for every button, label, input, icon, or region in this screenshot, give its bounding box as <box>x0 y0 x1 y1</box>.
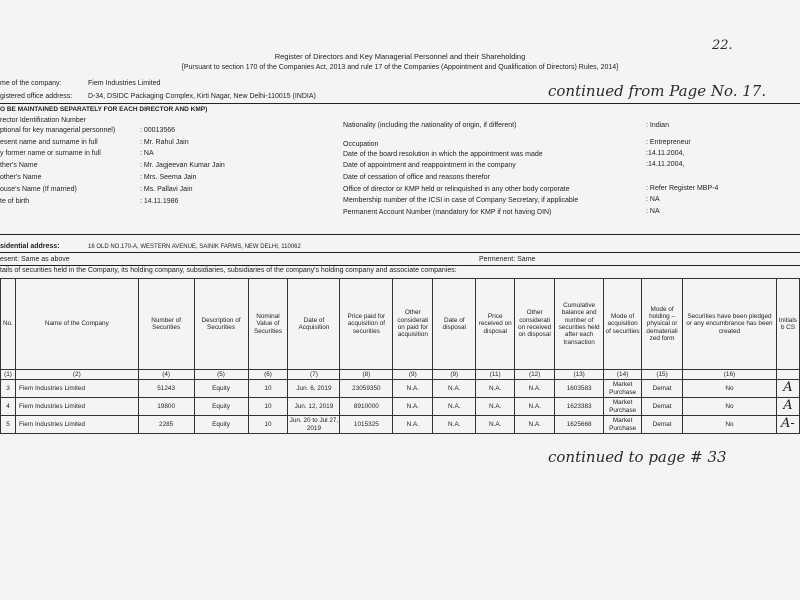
column-number: (4) <box>138 370 194 380</box>
divider-present <box>0 265 800 266</box>
present-address: esent: Same as above <box>0 256 70 263</box>
register-subtitle: [Pursuant to section 170 of the Companies Act, 2013 and rule 17 of the Companies (Appointment and Qualification of Directors) Rules, 2014] <box>181 64 619 71</box>
header-cell: Securities have been pledged or any encumbrance has been created <box>683 279 777 370</box>
cell-other-received: N.A. <box>515 416 555 434</box>
cell-initials: A- <box>776 416 799 434</box>
column-number <box>776 370 799 380</box>
page-number-mark: 22. <box>712 38 733 53</box>
cell-no: 4 <box>1 398 16 416</box>
field-label: rector Identification Number <box>0 117 86 124</box>
cell-price-received: N.A. <box>476 416 515 434</box>
field-label: Membership number of the ICSI in case of Company Secretary, if applicable <box>343 197 579 204</box>
field-label: te of birth <box>0 198 30 205</box>
field-value: : Mr. Jagjeevan Kumar Jain <box>140 162 225 169</box>
cell-number-securities: 2285 <box>138 416 194 434</box>
cell-description: Equity <box>194 380 248 398</box>
field-label: Permanent Account Number (mandatory for KMP if not having DIN) <box>343 209 552 216</box>
cell-price-received: N.A. <box>476 398 515 416</box>
column-number: (9) <box>433 370 476 380</box>
header-cell: Description of Securities <box>194 279 248 370</box>
cell-date-acquisition: Jun. 20 to Jul 27, 2019 <box>289 417 339 432</box>
field-label: Office of director or KMP held or relinquished in any other body corporate <box>343 186 570 193</box>
permanent-address: Permenent: Same <box>479 256 536 263</box>
cell-number-securities: 51243 <box>138 380 194 398</box>
field-label: esent name and surname in full <box>0 139 98 146</box>
field-label: Date of cessation of office and reasons therefor <box>343 174 490 181</box>
field-value: : 14.11.1986 <box>140 198 179 205</box>
table-header-row <box>1 279 800 370</box>
cell-price-paid: 8910000 <box>340 398 393 416</box>
header-cell: Mode of acquisition of securities <box>604 279 642 370</box>
continued-from-note: continued from Page No. 17. <box>548 82 767 100</box>
table-row <box>1 416 800 434</box>
cell-date-acquisition: Jun. 6, 2019 <box>288 380 340 398</box>
field-value: :14.11.2004, <box>646 150 685 157</box>
cell-price-paid: 23059350 <box>340 380 393 398</box>
header-cell: Nominal Value of Securities <box>248 279 288 370</box>
cell-no: 5 <box>1 416 16 434</box>
field-value: : Indian <box>646 122 669 129</box>
column-number: (8) <box>340 370 393 380</box>
field-value: : Mrs. Seema Jain <box>140 174 197 181</box>
cell-mode-acquisition: Market Purchase <box>604 380 642 398</box>
header-cell: Number of Securities <box>138 279 194 370</box>
cell-cumulative-balance: 1625668 <box>555 416 604 434</box>
header-cell: Cumulative balance and number of securities held after each transaction <box>555 279 604 370</box>
cell-nominal-value: 10 <box>248 398 288 416</box>
field-value: : NA <box>646 208 660 215</box>
field-value: :14.11.2004, <box>646 161 685 168</box>
field-label: Occupation <box>343 141 379 148</box>
cell-initials: A <box>776 380 799 398</box>
cell-pledged: No <box>683 398 777 416</box>
column-number: (9) <box>393 370 433 380</box>
office-address-value: D-34, DSIDC Packaging Complex, Kirti Nagar, New Delhi-110015 (INDIA) <box>88 93 316 100</box>
cell-mode-holding: Demat <box>642 380 683 398</box>
cell-other-paid: N.A. <box>393 398 433 416</box>
field-value: : NA <box>140 150 154 157</box>
header-cell: No. <box>1 279 16 370</box>
cell-pledged: No <box>683 416 777 434</box>
residential-address-value: 16 OLD NO.170-A, WESTERN AVENUE, SAINIK FARMS, NEW DELHI, 110062 <box>88 244 301 250</box>
company-name-value: Fiem Industries Limited <box>88 80 161 87</box>
maintenance-note: O BE MAINTAINED SEPARATELY FOR EACH DIRECTOR AND KMP) <box>0 106 208 113</box>
header-cell: Other considerati on paid for acquisition <box>393 279 433 370</box>
cell-description: Equity <box>194 416 248 434</box>
divider-middle <box>0 234 800 235</box>
column-number: (12) <box>515 370 555 380</box>
header-cell: Date of Acquisition <box>288 279 340 370</box>
cell-company: Fiem Industries Limited <box>15 380 138 398</box>
cell-date-disposal: N.A. <box>433 398 476 416</box>
cell-other-received: N.A. <box>515 398 555 416</box>
divider-top <box>0 103 800 104</box>
column-number: (15) <box>642 370 683 380</box>
field-label: ouse's Name (If married) <box>0 186 77 193</box>
cell-number-securities: 19800 <box>138 398 194 416</box>
column-number: (14) <box>604 370 642 380</box>
cell-other-paid: N.A. <box>393 416 433 434</box>
divider-address <box>0 252 800 253</box>
cell-other-paid: N.A. <box>393 380 433 398</box>
field-label: Nationality (including the nationality of origin, if different) <box>343 122 517 129</box>
continued-to-note: continued to page # 33 <box>548 448 727 466</box>
field-value: : Ms. Pallavi Jain <box>140 186 193 193</box>
column-number: (16) <box>683 370 777 380</box>
cell-mode-holding: Demat <box>642 416 683 434</box>
cell-price-received: N.A. <box>476 380 515 398</box>
company-name-label: me of the company: <box>0 80 62 87</box>
securities-table <box>0 278 800 434</box>
cell-date-disposal: N.A. <box>433 380 476 398</box>
column-number: (1) <box>1 370 16 380</box>
field-label: other's Name <box>0 174 42 181</box>
header-cell: Date of disposal <box>433 279 476 370</box>
cell-nominal-value: 10 <box>248 416 288 434</box>
header-cell: Other considerati on received on disposal <box>515 279 555 370</box>
column-number: (11) <box>476 370 515 380</box>
cell-description: Equity <box>194 398 248 416</box>
field-label: ther's Name <box>0 162 38 169</box>
column-number-row <box>1 370 800 380</box>
field-label: Date of the board resolution in which the appointment was made <box>343 151 543 158</box>
cell-nominal-value: 10 <box>248 380 288 398</box>
column-number: (7) <box>288 370 340 380</box>
field-label: ptional for key managerial personnel) <box>0 127 116 134</box>
field-value: : Refer Register MBP-4 <box>646 185 719 192</box>
table-row <box>1 380 800 398</box>
cell-mode-acquisition: Market Purchase <box>604 398 642 416</box>
residential-address-label: sidential address: <box>0 243 60 250</box>
header-cell: Price paid for acquisition of securities <box>340 279 393 370</box>
column-number: (2) <box>15 370 138 380</box>
office-address-label: gistered office address: <box>0 93 73 100</box>
register-title: Register of Directors and Key Managerial Personnel and their Shareholding <box>274 52 526 61</box>
field-label: y former name or surname in full <box>0 150 101 157</box>
cell-mode-holding: Demat <box>642 398 683 416</box>
field-value: : Entrepreneur <box>646 139 691 146</box>
cell-initials: A <box>776 398 799 416</box>
securities-details-heading: tails of securities held in the Company, its holding company, subsidiaries, subsidiaries of the company's holding company and associate companies: <box>0 267 457 274</box>
cell-company: Fiem Industries Limited <box>15 416 138 434</box>
column-number: (13) <box>555 370 604 380</box>
cell-other-received: N.A. <box>515 380 555 398</box>
cell-company: Fiem Industries Limited <box>15 398 138 416</box>
field-label: Date of appointment and reappointment in the company <box>343 162 516 169</box>
field-value: : Mr. Rahul Jain <box>140 139 189 146</box>
field-value: : 00013566 <box>140 127 176 134</box>
table-row <box>1 398 800 416</box>
header-cell: Name of the Company <box>15 279 138 370</box>
header-cell: Initials b CS <box>776 279 799 370</box>
cell-date-disposal: N.A. <box>433 416 476 434</box>
column-number: (5) <box>194 370 248 380</box>
cell-cumulative-balance: 1603583 <box>555 380 604 398</box>
cell-no: 3 <box>1 380 16 398</box>
cell-pledged: No <box>683 380 777 398</box>
cell-date-acquisition: Jun. 12, 2019 <box>288 398 340 416</box>
column-number: (6) <box>248 370 288 380</box>
cell-cumulative-balance: 1623383 <box>555 398 604 416</box>
header-cell: Price received on disposal <box>476 279 515 370</box>
field-value: : NA <box>646 196 660 203</box>
cell-mode-acquisition: Market Purchase <box>604 416 642 434</box>
header-cell: Mode of holding – physical or demateriali zed form <box>642 279 683 370</box>
cell-price-paid: 1015325 <box>340 416 393 434</box>
